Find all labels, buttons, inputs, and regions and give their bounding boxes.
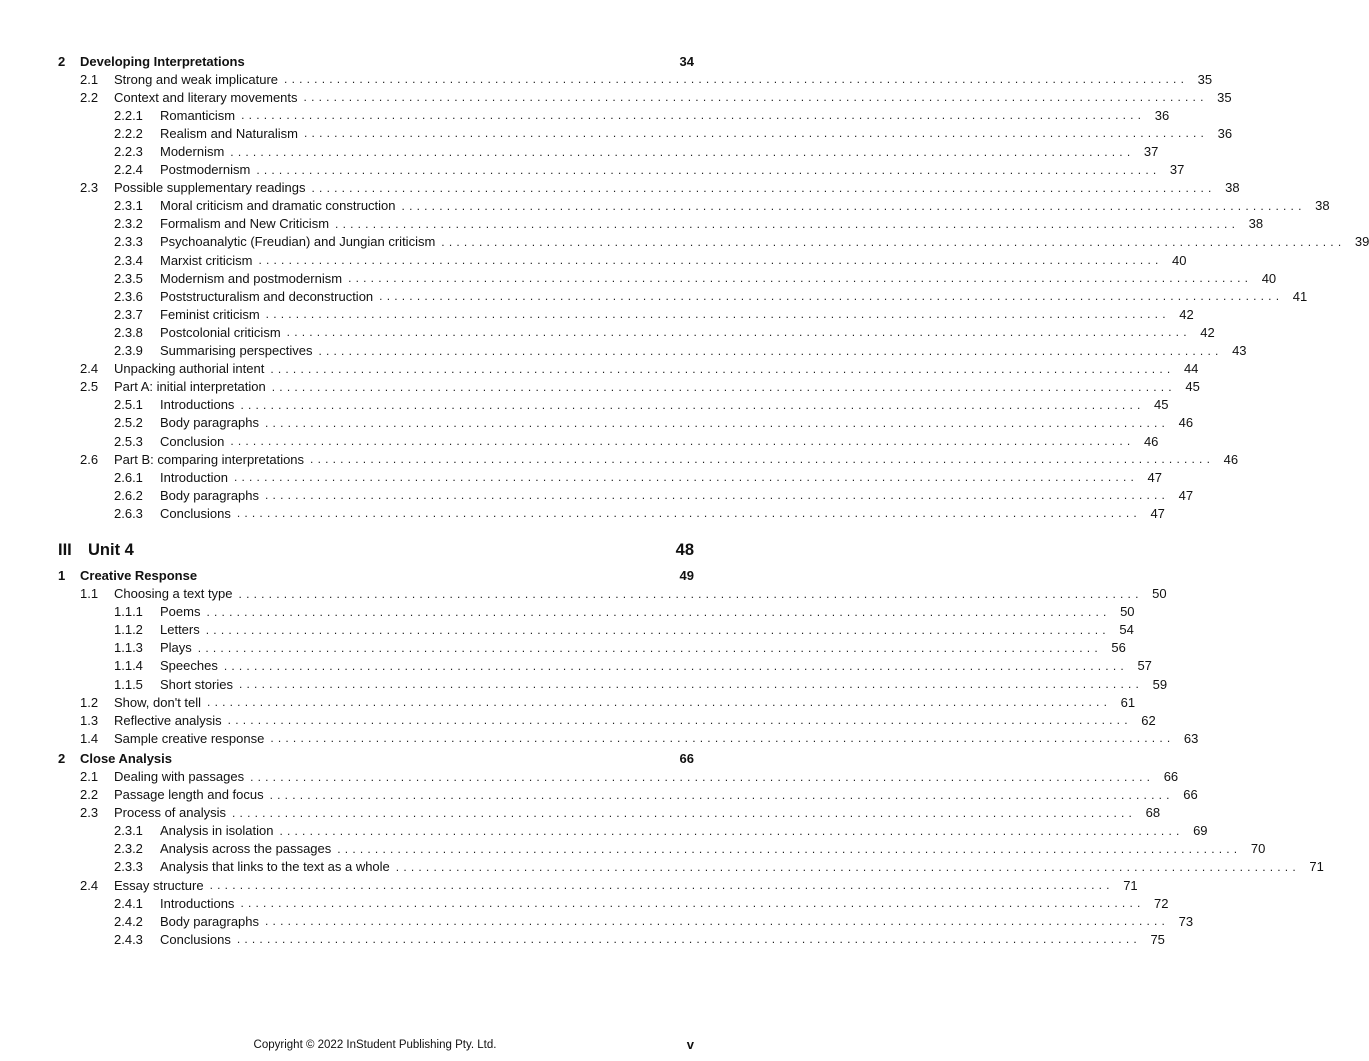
toc-subsection-entry[interactable] <box>58 215 1264 233</box>
dot-leader: ........................................................................................................................ <box>238 586 1143 601</box>
toc-entry-number: 2.1 <box>80 769 99 785</box>
toc-subsection-entry[interactable] <box>58 396 1169 414</box>
toc-entry-title: Modernism <box>160 144 225 160</box>
toc-entry-title: Essay structure <box>114 877 204 893</box>
dot-leader: ........................................................................................................................ <box>441 234 1346 249</box>
dot-leader: ........................................................................................................................ <box>258 253 1163 268</box>
toc-entry-title: Body paragraphs <box>160 913 260 929</box>
toc-entry-title: Plays <box>160 640 192 656</box>
toc-page-number: 45 <box>1154 397 1169 413</box>
toc-subsection-entry[interactable] <box>58 657 1152 675</box>
toc-subsection-entry[interactable] <box>58 323 1215 341</box>
toc-page-number: 35 <box>1217 89 1232 105</box>
toc-section-entry[interactable] <box>58 360 1199 378</box>
toc-section-entry[interactable] <box>58 804 1161 822</box>
toc-entry-title: Analysis in isolation <box>160 823 274 839</box>
toc-page-number: 68 <box>1145 805 1161 821</box>
toc-section-entry[interactable] <box>58 70 1213 88</box>
toc-entry-number: 2.3.2 <box>114 841 143 857</box>
toc-entry-number: III <box>58 540 72 559</box>
toc-entry-title: Show, don't tell <box>114 694 202 710</box>
dot-leader: ........................................................................................................................ <box>271 379 1176 394</box>
dot-leader: ........................................................................................................................ <box>232 805 1137 820</box>
toc-subsection-entry[interactable] <box>58 197 1330 215</box>
toc-page-number: 46 <box>1178 415 1194 431</box>
toc-page-number: 66 <box>679 750 694 766</box>
toc-section-entry[interactable] <box>58 711 1156 729</box>
dot-leader: ........................................................................................................................ <box>230 144 1135 159</box>
toc-entry-number: 2.3.9 <box>114 343 143 359</box>
dot-leader: ........................................................................................................................ <box>304 126 1209 141</box>
toc-page-number: 42 <box>1179 306 1194 322</box>
toc-entry-title: Part B: comparing interpretations <box>114 451 305 467</box>
dot-leader: ........................................................................................................................ <box>205 622 1110 637</box>
toc-page-number: 46 <box>1223 451 1239 467</box>
toc-entry-number: 1.2 <box>80 694 99 710</box>
toc-subsection-entry[interactable] <box>58 675 1168 693</box>
toc-entry-title: Romanticism <box>160 107 236 123</box>
toc-page-number: 39 <box>1354 234 1369 250</box>
toc-section-entry[interactable] <box>58 729 1199 747</box>
toc-subsection-entry[interactable] <box>58 639 1126 657</box>
toc-page-number: 38 <box>1225 180 1240 196</box>
toc-page-number: 35 <box>1197 71 1213 87</box>
toc-page-number: 47 <box>1150 505 1165 521</box>
toc-entry-title: Possible supplementary readings <box>114 180 306 196</box>
toc-entry-title: Formalism and New Criticism <box>160 216 330 232</box>
dot-leader: ........................................................................................................................ <box>265 307 1170 322</box>
toc-entry-number: 2.3.5 <box>114 270 143 286</box>
toc-entry-number: 1.1.1 <box>114 604 143 620</box>
copyright-notice: Copyright © 2022 InStudent Publishing Pty. Ltd. <box>253 1039 497 1051</box>
dot-leader: ........................................................................................................................ <box>337 841 1242 856</box>
dot-leader: ........................................................................................................................ <box>279 823 1184 838</box>
toc-entry-number: 2.3.1 <box>114 198 143 214</box>
toc-entry-title: Body paragraphs <box>160 415 260 431</box>
toc-entry-number: 2.5 <box>80 379 99 395</box>
dot-leader: ........................................................................................................................ <box>230 434 1135 449</box>
toc-subsection-entry[interactable] <box>58 106 1170 124</box>
toc-page-number: 38 <box>1315 198 1330 214</box>
toc-page-number: 48 <box>675 540 694 559</box>
toc-page-number: 46 <box>1143 433 1159 449</box>
toc-page-number: 37 <box>1143 144 1159 160</box>
toc-entry-number: 2.3.3 <box>114 859 143 875</box>
dot-leader: ........................................................................................................................ <box>236 506 1141 521</box>
dot-leader: ........................................................................................................................ <box>240 896 1145 911</box>
toc-entry-title: Introductions <box>160 895 235 911</box>
toc-entry-title: Introductions <box>160 397 235 413</box>
dot-leader: ........................................................................................................................ <box>270 731 1175 746</box>
toc-entry-number: 1.1.5 <box>114 676 143 692</box>
toc-page-number: 56 <box>1111 640 1126 656</box>
dot-leader: ........................................................................................................................ <box>223 658 1128 673</box>
toc-entry-title: Body paragraphs <box>160 487 260 503</box>
dot-leader: ........................................................................................................................ <box>236 932 1141 947</box>
page-footer <box>0 1037 750 1055</box>
toc-section-entry[interactable] <box>58 693 1136 711</box>
toc-entry-title: Introduction <box>160 469 228 485</box>
toc-subsection-entry[interactable] <box>58 894 1169 912</box>
toc-entry-title: Part A: initial interpretation <box>114 379 266 395</box>
toc-page-number: 73 <box>1178 913 1194 929</box>
toc-subsection-entry[interactable] <box>58 603 1135 621</box>
toc-entry-title: Context and literary movements <box>114 89 298 105</box>
toc-entry-title: Speeches <box>160 658 218 674</box>
toc-page-number: 70 <box>1250 841 1266 857</box>
toc-page-number: 57 <box>1137 658 1152 674</box>
toc-entry-title: Short stories <box>160 676 233 692</box>
toc-entry-title: Unpacking authorial intent <box>114 361 265 377</box>
toc-entry-number: 2.2.1 <box>114 107 143 123</box>
toc-subsection-entry[interactable] <box>58 342 1247 360</box>
toc-entry-number: 2.5.1 <box>114 397 143 413</box>
dot-leader: ........................................................................................................................ <box>240 397 1145 412</box>
toc-section-entry[interactable] <box>58 378 1200 396</box>
toc-subsection-entry[interactable] <box>58 486 1194 504</box>
toc-subsection-entry[interactable] <box>58 161 1185 179</box>
toc-page-number: 44 <box>1183 361 1199 377</box>
toc-subsection-entry[interactable] <box>58 504 1165 522</box>
toc-entry-number: 2.6.1 <box>114 469 143 485</box>
toc-section-entry[interactable] <box>58 88 1232 106</box>
toc-entry-title: Process of analysis <box>114 805 226 821</box>
toc-subsection-entry[interactable] <box>58 432 1159 450</box>
toc-page-number: 66 <box>1183 787 1198 803</box>
page-folio: v <box>686 1037 694 1052</box>
toc-section-entry[interactable] <box>58 786 1198 804</box>
toc-entry-number: 1.1.4 <box>114 658 143 674</box>
toc-page-number: 38 <box>1248 216 1264 232</box>
toc-part-heading[interactable] <box>58 536 694 564</box>
toc-subsection-entry[interactable] <box>58 822 1208 840</box>
toc-page-number: 50 <box>1120 604 1135 620</box>
toc-page-number: 75 <box>1150 931 1165 947</box>
dot-leader: ........................................................................................................................ <box>395 859 1300 874</box>
toc-page-number: 47 <box>1178 487 1194 503</box>
toc-entry-number: 2 <box>58 750 66 766</box>
toc-subsection-entry[interactable] <box>58 305 1194 323</box>
dot-leader: ........................................................................................................................ <box>207 695 1112 710</box>
toc-entry-title: Close Analysis <box>80 750 173 766</box>
toc-subsection-entry[interactable] <box>58 251 1187 269</box>
dot-leader: ........................................................................................................................ <box>241 108 1146 123</box>
toc-page-number: 41 <box>1292 288 1308 304</box>
dot-leader: ........................................................................................................................ <box>335 216 1240 231</box>
toc-page-number: 40 <box>1261 270 1277 286</box>
dot-leader: ........................................................................................................................ <box>227 713 1132 728</box>
toc-page-number: 49 <box>679 567 694 583</box>
toc-entry-number: 2.4.1 <box>114 895 143 911</box>
toc-section-entry[interactable] <box>58 585 1167 603</box>
dot-leader: ........................................................................................................................ <box>379 289 1284 304</box>
toc-subsection-entry[interactable] <box>58 124 1233 142</box>
dot-leader: ........................................................................................................................ <box>265 914 1170 929</box>
toc-entry-number: 2.1 <box>80 71 99 87</box>
toc-entry-title: Analysis across the passages <box>160 841 332 857</box>
toc-page-number: 61 <box>1120 694 1136 710</box>
toc-page-number: 63 <box>1183 730 1199 746</box>
toc-chapter-entry[interactable] <box>58 749 694 767</box>
toc-entry-number: 1.3 <box>80 712 99 728</box>
dot-leader: ........................................................................................................................ <box>270 361 1175 376</box>
toc-entry-title: Poems <box>160 604 201 620</box>
toc-entry-title: Strong and weak implicature <box>114 71 279 87</box>
dot-leader: ........................................................................................................................ <box>311 180 1216 195</box>
toc-entry-number: 2.3.7 <box>114 306 143 322</box>
toc-entry-title: Summarising perspectives <box>160 343 313 359</box>
toc-entry-title: Poststructuralism and deconstruction <box>160 288 374 304</box>
toc-entry-title: Sample creative response <box>114 730 265 746</box>
toc-entry-number: 2.3.3 <box>114 234 143 250</box>
toc-entry-title: Conclusions <box>160 505 231 521</box>
toc-entry-number: 2.3.4 <box>114 252 143 268</box>
dot-leader: ........................................................................................................................ <box>265 415 1170 430</box>
toc-page-number: 50 <box>1152 586 1167 602</box>
toc-page-number: 42 <box>1200 324 1215 340</box>
toc-entry-title: Conclusion <box>160 433 225 449</box>
dot-leader: ........................................................................................................................ <box>233 470 1139 485</box>
dot-leader: ........................................................................................................................ <box>250 769 1155 784</box>
toc-entry-title: Feminist criticism <box>160 306 260 322</box>
toc-entry-number: 2.3.6 <box>114 288 143 304</box>
toc-subsection-entry[interactable] <box>58 287 1308 305</box>
toc-entry-title: Analysis that links to the text as a whole <box>160 859 390 875</box>
toc-entry-number: 1.4 <box>80 730 99 746</box>
toc-subsection-entry[interactable] <box>58 858 1324 876</box>
dot-leader: ........................................................................................................................ <box>238 677 1144 692</box>
toc-entry-title: Psychoanalytic (Freudian) and Jungian criticism <box>160 234 436 250</box>
toc-entry-number: 1.1.3 <box>114 640 143 656</box>
toc-page-number: 34 <box>679 53 694 69</box>
toc-entry-title: Postmodernism <box>160 162 251 178</box>
toc-section-entry[interactable] <box>58 450 1239 468</box>
toc-entry-title: Reflective analysis <box>114 712 222 728</box>
toc-entry-number: 2.5.2 <box>114 415 143 431</box>
toc-page-number: 59 <box>1152 676 1168 692</box>
toc-entry-title: Unit 4 <box>88 540 134 559</box>
dot-leader: ........................................................................................................................ <box>197 640 1102 655</box>
dot-leader: ........................................................................................................................ <box>303 90 1208 105</box>
toc-entry-title: Marxist criticism <box>160 252 253 268</box>
toc-page-number: 37 <box>1169 162 1185 178</box>
toc-entry-title: Letters <box>160 622 200 638</box>
toc-entry-number: 2.3 <box>80 805 99 821</box>
toc-entry-number: 2.6 <box>80 451 99 467</box>
table-of-contents <box>58 50 1369 948</box>
toc-page-number: 43 <box>1232 343 1247 359</box>
toc-subsection-entry[interactable] <box>58 142 1159 160</box>
toc-entry-number: 2.4 <box>80 361 99 377</box>
toc-page-number: 62 <box>1141 712 1156 728</box>
toc-entry-number: 2.3 <box>80 180 99 196</box>
toc-entry-number: 2.2.4 <box>114 162 143 178</box>
toc-subsection-entry[interactable] <box>58 233 1369 251</box>
toc-chapter-entry[interactable] <box>58 52 694 70</box>
toc-entry-title: Postcolonial criticism <box>160 324 281 340</box>
toc-page-number: 66 <box>1163 769 1179 785</box>
toc-page-number: 72 <box>1154 895 1169 911</box>
toc-entry-number: 2.6.3 <box>114 505 143 521</box>
toc-subsection-entry[interactable] <box>58 468 1163 486</box>
toc-subsection-entry[interactable] <box>58 912 1194 930</box>
toc-entry-number: 2.3.1 <box>114 823 143 839</box>
toc-section-entry[interactable] <box>58 876 1138 894</box>
dot-leader: ........................................................................................................................ <box>286 325 1191 340</box>
toc-page-number: 36 <box>1217 125 1233 141</box>
dot-leader: ........................................................................................................................ <box>310 452 1215 467</box>
dot-leader: ........................................................................................................................ <box>269 787 1174 802</box>
toc-subsection-entry[interactable] <box>58 930 1165 948</box>
dot-leader: ........................................................................................................................ <box>209 878 1114 893</box>
toc-entry-number: 2.3.2 <box>114 216 143 232</box>
toc-entry-title: Developing Interpretations <box>80 53 245 69</box>
toc-section-entry[interactable] <box>58 179 1240 197</box>
toc-page-number: 69 <box>1193 823 1208 839</box>
toc-entry-number: 1.1.2 <box>114 622 143 638</box>
toc-entry-number: 2.5.3 <box>114 433 143 449</box>
toc-entry-title: Moral criticism and dramatic construction <box>160 198 396 214</box>
toc-entry-number: 1 <box>58 567 66 583</box>
toc-page-number: 47 <box>1147 469 1163 485</box>
toc-page-number: 45 <box>1185 379 1200 395</box>
toc-entry-number: 2.3.8 <box>114 324 143 340</box>
toc-entry-number: 2 <box>58 53 66 69</box>
toc-subsection-entry[interactable] <box>58 840 1266 858</box>
toc-subsection-entry[interactable] <box>58 269 1277 287</box>
toc-entry-title: Choosing a text type <box>114 586 233 602</box>
toc-subsection-entry[interactable] <box>58 621 1134 639</box>
toc-entry-title: Creative Response <box>80 567 198 583</box>
toc-entry-number: 2.6.2 <box>114 487 143 503</box>
toc-page-number: 71 <box>1309 859 1324 875</box>
toc-page-number: 54 <box>1119 622 1134 638</box>
toc-page-number: 71 <box>1123 877 1138 893</box>
toc-subsection-entry[interactable] <box>58 414 1194 432</box>
toc-entry-number: 2.4.3 <box>114 931 143 947</box>
dot-leader: ........................................................................................................................ <box>318 343 1223 358</box>
dot-leader: ........................................................................................................................ <box>284 72 1189 87</box>
toc-page-number: 40 <box>1172 252 1187 268</box>
toc-entry-number: 1.1 <box>80 586 99 602</box>
toc-entry-title: Realism and Naturalism <box>160 125 298 141</box>
toc-entry-number: 2.4.2 <box>114 913 143 929</box>
toc-entry-title: Conclusions <box>160 931 231 947</box>
toc-entry-title: Modernism and postmodernism <box>160 270 343 286</box>
toc-entry-number: 2.2.2 <box>114 125 143 141</box>
toc-section-entry[interactable] <box>58 767 1179 785</box>
toc-entry-number: 2.2 <box>80 787 99 803</box>
toc-entry-title: Dealing with passages <box>114 769 245 785</box>
dot-leader: ........................................................................................................................ <box>256 162 1161 177</box>
toc-entry-title: Passage length and focus <box>114 787 264 803</box>
dot-leader: ........................................................................................................................ <box>401 198 1306 213</box>
dot-leader: ........................................................................................................................ <box>206 604 1111 619</box>
dot-leader: ........................................................................................................................ <box>348 271 1253 286</box>
toc-entry-number: 2.2.3 <box>114 144 143 160</box>
toc-entry-number: 2.2 <box>80 89 99 105</box>
toc-page-number: 36 <box>1154 107 1170 123</box>
toc-chapter-entry[interactable] <box>58 566 694 584</box>
toc-entry-number: 2.4 <box>80 877 99 893</box>
dot-leader: ........................................................................................................................ <box>265 488 1170 503</box>
